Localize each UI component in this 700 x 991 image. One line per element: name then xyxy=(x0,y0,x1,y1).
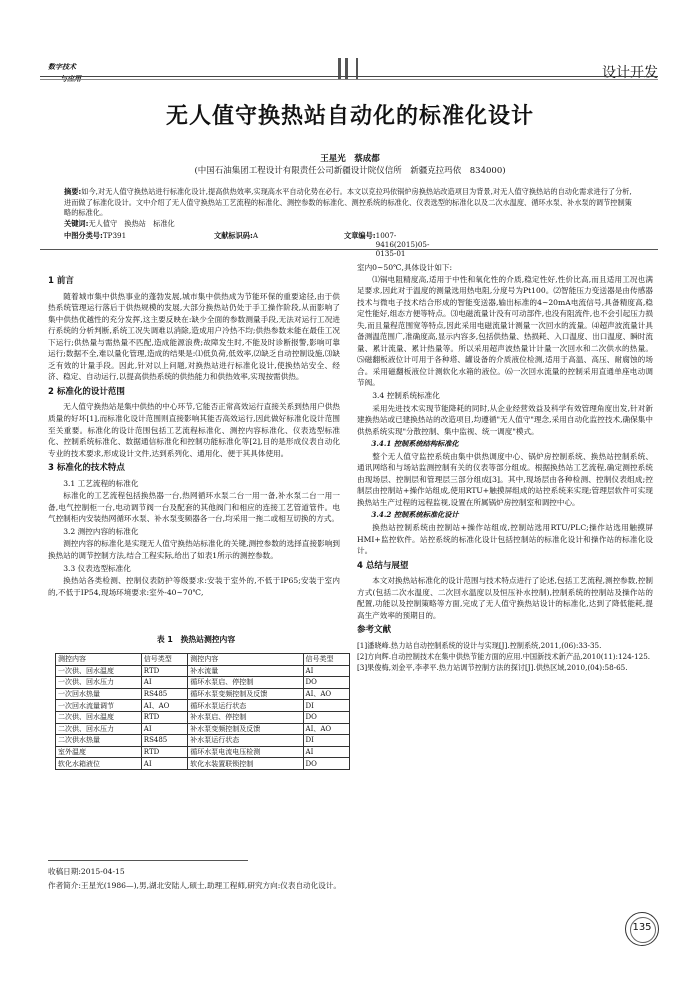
heading-scope: 2 标准化的设计范围 xyxy=(48,386,125,397)
table-cell: AI xyxy=(141,677,187,689)
paragraph-intro: 随着城市集中供热事业的蓬勃发展,城市集中供热成为节能环保的重要途径,由于供热系统管理运行落后于供热规模的发展,大部分换热站仍处于手工操作阶段,从而影响了集中供热优越性的充分发挥,这主要反映在:缺少全面的参数测量手段,无法对运行工况进行系统的分析判断,系统工况失调难以消除,造成用户冷热不均;供热参数未能在最佳工况下运行;供热量与需热量不匹配,造成能源浪费;故障发生时,不能及时诊断报警,影响可靠运行;数据不全,难以量化管理,造成的结果是:⑴低负荷,低效率,⑵缺乏自动控制设施,⑶缺乏有效的计量手段。因此,针对以上问题,对换热站进行标准化设计,使换热站安全、经济、稳定、自动运行,以提高供热系统的供热能力和供热效率,实现按需供热。 xyxy=(48,291,340,382)
table-cell: 二次供水热量 xyxy=(56,735,142,747)
heading-features: 3 标准化的技术特点 xyxy=(48,463,125,474)
abstract xyxy=(64,187,638,219)
paragraph-3-3: 换热站各类检测、控制仪表防护等级要求:安装于室外的,不低于IP65;安装于室内的,不低于IP54,现场环境要求:室外-40~70℃, xyxy=(48,576,340,597)
abstract-label: 摘要: xyxy=(64,187,82,196)
table-cell: 软化水箱液位 xyxy=(56,758,142,770)
header-rule xyxy=(40,76,658,77)
received-date: 收稿日期:2015-04-15 xyxy=(48,867,125,876)
paragraph-3-4: 采用先进技术实现节能降耗的同时,从企业经营效益及科学有效管理角度出发,针对新建换热站或已建换热站的改造项目,均遵循"无人值守"理念,采用自动化监控技术,确保集中供热系统实现"分散控制、集中监视、统一调度"模式。 xyxy=(357,403,653,436)
table-cell: AI、AO xyxy=(303,723,349,735)
table-title: 表 1 换热站测控内容 xyxy=(156,635,236,644)
table-cell: DI xyxy=(303,735,349,747)
heading-3-4: 3.4 控制系统标准化 xyxy=(372,391,440,401)
table-row xyxy=(56,711,350,723)
table-cell: 一次回水热量 xyxy=(56,688,142,700)
heading-3-4-2: 3.4.2 控制系统标准化设计 xyxy=(371,510,459,520)
table-cell: RTD xyxy=(141,711,187,723)
table-cell: 补水泵变频控制及反馈 xyxy=(188,723,303,735)
table-header-cell: 信号类型 xyxy=(303,654,349,666)
table-cell: AI xyxy=(141,723,187,735)
heading-3-2: 3.2 测控内容的标准化 xyxy=(63,526,139,536)
table-cell: 补水泵运行状态 xyxy=(188,735,303,747)
keywords-label: 关键词: xyxy=(64,219,89,228)
paragraph-3-4-2: 换热站控制系统由控制站+操作站组成,控制站选用RTU/PLC;操作站选用触摸屏HMI+监控软件。站控系统的标准化设计包括控制站的标准化设计和操作站的标准化设计。 xyxy=(357,523,653,556)
article-no-value: 1007-9416(2015)05-0135-01 xyxy=(375,231,430,258)
abstract-text: 如今,对无人值守换热站进行标准化设计,提高供热效率,实现高水平自动化势在必行。本文以克拉玛依锅炉房换热站改造项目为背景,对无人值守换热站的自动化需求进行了分析,进而做了标准化设计。文中介绍了无人值守换热站工艺流程的标准化、测控参数的标准化、测控系统的标准化、仪表选型的标准化以及二次水温度、循环水泵、补水泵的调节控制策略的标准化。 xyxy=(64,187,632,218)
table-cell: AI、AO xyxy=(303,688,349,700)
measurement-table xyxy=(55,653,350,770)
left-column xyxy=(48,272,340,598)
logo-line-2: 与应用 xyxy=(60,74,81,83)
journal-logo xyxy=(40,60,126,94)
table-row xyxy=(56,758,350,770)
doc-code-label: 文献标识码: xyxy=(214,231,253,240)
table-cell: DI xyxy=(303,700,349,712)
footnote-rule xyxy=(48,860,248,861)
paragraph-3-2: 测控内容的标准化是实现无人值守换热站标准化的关键,测控参数的选择直接影响到换热站的调节控制方法,结合工程实际,给出了如表1所示的测控参数。 xyxy=(48,539,340,561)
table-cell: RS485 xyxy=(141,735,187,747)
paragraph-3-4-1: 整个无人值守监控系统由集中供热调度中心、锅炉房控制系统、换热站控制系统、通讯网络和与场站监测控制有关的仪表等部分组成。根据换热站工艺流程,确定测控系统由现场层、控制层和管理层三部分组成[3]。其中,现场层由各种检测、控制仪表组成;控制层由控制站+操作站组成,使用RTU+触摸屏组成的站控系统来实现;管理层软件可实现换热站生产过程的远程监视,设置在所属锅炉房控制室和调控中心。 xyxy=(357,451,653,507)
table-cell: 一次回水流量调节 xyxy=(56,700,142,712)
table-cell: 二次供、回水压力 xyxy=(56,723,142,735)
table-row xyxy=(56,700,350,712)
table-header-cell: 信号类型 xyxy=(141,654,187,666)
table-cell: 一次供、回水压力 xyxy=(56,677,142,689)
paragraph-env: 室内0~50℃,具体设计如下: xyxy=(357,263,453,272)
authors: 王星光 蔡成都 xyxy=(320,154,380,164)
affiliation: (中国石油集团工程设计有限责任公司新疆设计院仪信所 新疆克拉玛依 834000) xyxy=(194,166,506,176)
table-cell: 循环水泵电流电压检测 xyxy=(188,746,303,758)
paragraph-summary: 本文对换热站标准化的设计范围与技术特点进行了论述,包括工艺流程,测控参数,控制方式(包括二次水温度、二次回水温度以及恒压补水控制),控制系统的控制站及操作站的配置,功能以及控制策略等方面,完成了无人值守换热站设计的标准化,达到了降低能耗,提高生产效率的预期目的。 xyxy=(357,576,653,620)
keywords xyxy=(64,219,175,229)
reference-list xyxy=(357,640,653,673)
paragraph-3-1: 标准化的工艺流程包括换热器一台,热网循环水泵二台一用一备,补水泵二台一用一备,电气控制柜一台,电动调节阀一台及配套的其他阀门和相应的连接工艺管道管件。电气控制柜内安装热网循环水泵、补水泵变频器各一台,均采用一拖二或相互切换的方式。 xyxy=(48,491,340,524)
table-cell: 循环水泵启、停控制 xyxy=(188,677,303,689)
article-no-label: 文章编号: xyxy=(344,231,376,240)
article-title: 无人值守换热站自动化的标准化设计 xyxy=(165,104,534,129)
table-cell: RTD xyxy=(141,665,187,677)
heading-references: 参考文献 xyxy=(357,625,392,636)
table-header-row xyxy=(56,654,350,666)
table-cell: RTD xyxy=(141,746,187,758)
table-row xyxy=(56,677,350,689)
reference-item: [3]果俊梅,刘金平,李孝平.热力站调节控制方法的探讨[J].供热区域,2010,(04):58-65. xyxy=(357,662,628,672)
doc-code-value: A xyxy=(252,231,259,240)
heading-3-1: 3.1 工艺流程的标准化 xyxy=(63,478,139,488)
table-cell: 循环水泵运行状态 xyxy=(188,700,303,712)
cls-value: TP391 xyxy=(102,231,127,240)
table-cell: DO xyxy=(303,677,349,689)
heading-3-4-1: 3.4.1 控制系统结构标准化 xyxy=(371,439,459,449)
heading-3-3: 3.3 仪表选型标准化 xyxy=(63,563,131,573)
table-cell: 室外温度 xyxy=(56,746,142,758)
heading-intro: 1 前言 xyxy=(48,276,74,286)
table-cell: 一次供、回水温度 xyxy=(56,665,142,677)
table-row xyxy=(56,723,350,735)
table-cell: 补水流量 xyxy=(188,665,303,677)
table-row xyxy=(56,735,350,747)
section-tag: 设计开发 xyxy=(602,65,658,81)
table-cell: 补水泵启、停控制 xyxy=(188,711,303,723)
abstract-separator xyxy=(40,249,658,250)
table-cell: AI xyxy=(141,758,187,770)
table-cell: AI xyxy=(303,665,349,677)
table-header-cell: 测控内容 xyxy=(188,654,303,666)
table-cell: DO xyxy=(303,711,349,723)
table-row xyxy=(56,665,350,677)
reference-item: [2]方向辉.自动控制技术在集中供热节能方面的应用.中国新技术新产品,2010(11):124-125. xyxy=(357,651,651,661)
cls-label: 中图分类号: xyxy=(64,231,103,240)
paragraph-instruments: ⑴锅电阻精度高,适用于中性和氧化性的介质,稳定性好,性价比高,而且适用工况也满足要求,因此对于温度的测量选用热电阻,分度号为Pt100。⑵智能压力变送器是由传感器技术与微电子技术结合形成的智能变送器,输出标准的4~20mA电流信号,具备精度高,稳定性能好,组态方便等特点。⑶电磁流量计没有可动部件,也没有阻流件,也不会引起压力损失,而且量程范围宽等特点,因此采用电磁流量计测量一次回水的流量。⑷超声波流量计具备测温范围广,准确度高,显示内容多,包括供热量、热损耗、入口温度、出口温度、瞬时流量、累计流量、累计热量等。所以采用超声波热量计计量一次回水和二次供水的热量。⑸磁翻板液位计可用于各种塔、罐设备的介质液位检测,适用于高温、高压、耐腐蚀的场合。采用磁翻板液位计测软化水箱的液位。⑹一次回水流量的控制采用直通单座电动调节阀。 xyxy=(357,274,653,388)
classification-row xyxy=(64,231,638,258)
table-cell: 循环水泵变频控制及反馈 xyxy=(188,688,303,700)
header-rule-thin xyxy=(40,79,658,80)
table-cell: DO xyxy=(303,758,349,770)
table-cell: AI xyxy=(303,746,349,758)
author-bio: 作者简介:王星光(1986—),男,湖北安陆人,硕士,助理工程师,研究方向:仪表自动化设计。 xyxy=(48,881,342,890)
table-row xyxy=(56,688,350,700)
table-cell: 软化水装置联锁控制 xyxy=(188,758,303,770)
table-header-cell: 测控内容 xyxy=(56,654,142,666)
logo-line-1: 数字技术 xyxy=(48,62,76,71)
paragraph-scope: 无人值守换热站是集中供热的中心环节,它能否正常高效运行直接关系到热用户供热质量的好坏[1],而标准化设计范围则直接影响其能否高效运行,因此做好标准化设计范围至关重要。标准化的设计范围包括工艺流程标准化、测控内容标准化、仪表选型标准化、控制系统标准化、数据通信标准化和控制功能标准化等[2],目的是形成仪表自动化专业的技术要求,形成设计文件,达到系列化、通用化、便于其具体使用。 xyxy=(48,402,340,458)
table-row xyxy=(56,746,350,758)
table-cell: AI、AO xyxy=(141,700,187,712)
right-column xyxy=(357,262,653,673)
heading-summary: 4 总结与展望 xyxy=(357,560,409,571)
page-number: 135 xyxy=(632,922,652,933)
reference-item: [1]潘晓峰.热力站自动控制系统的设计与实现[J].控制系统,2011,(06):33-35. xyxy=(357,640,602,650)
table-cell: 二次供、回水温度 xyxy=(56,711,142,723)
keywords-text: 无人值守 换热站 标准化 xyxy=(88,219,175,228)
table-cell: RS485 xyxy=(141,688,187,700)
